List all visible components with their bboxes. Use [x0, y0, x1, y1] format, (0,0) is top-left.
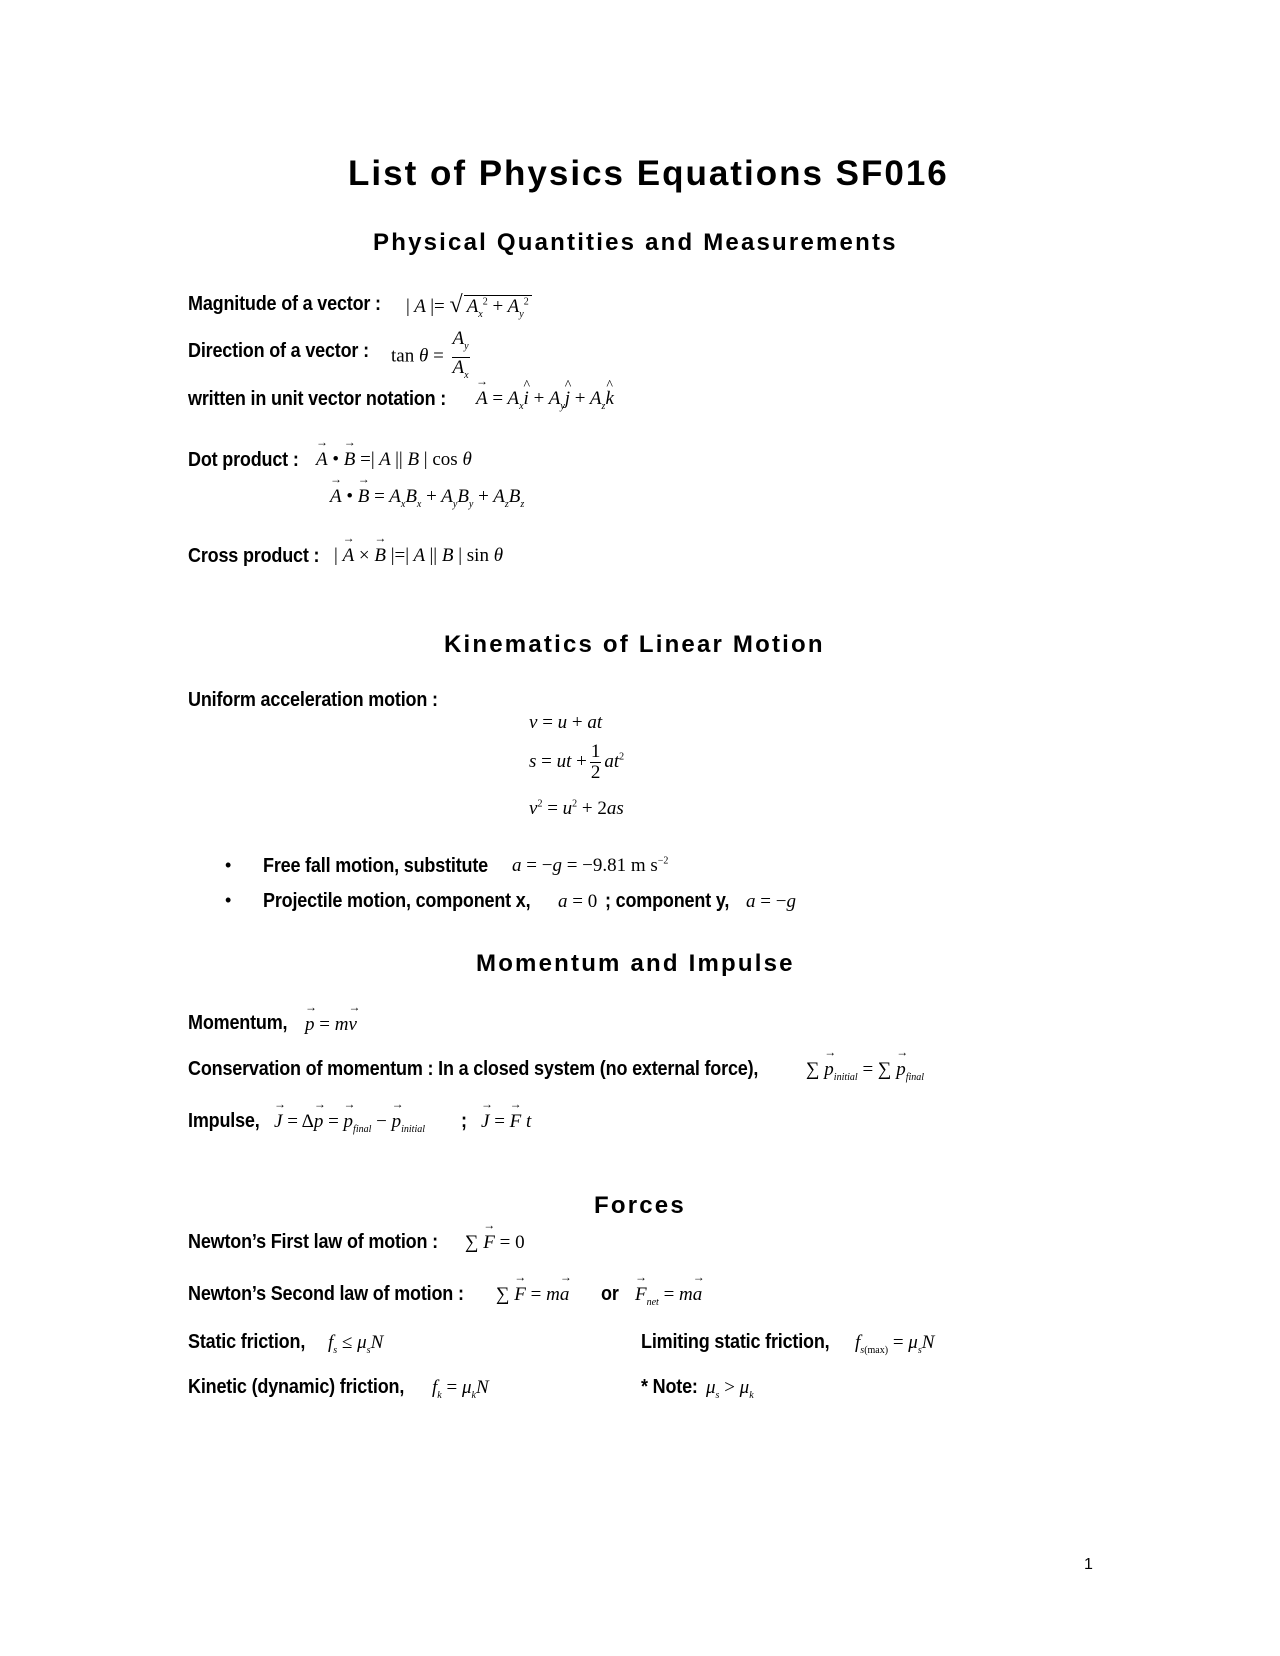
- static-friction-label: Static friction,: [188, 1331, 306, 1353]
- projectile-x-equation: a = 0: [558, 891, 598, 912]
- free-fall-label: Free fall motion, substitute: [263, 855, 488, 877]
- bullet-icon: •: [225, 855, 232, 875]
- section-heading-measurements: Physical Quantities and Measurements: [373, 229, 898, 256]
- or-label: or: [601, 1283, 619, 1305]
- unit-vector-equation: → $A = A_x\^{}$ $i + A_y\^{}$ $j + A_z\^{}$ k: [476, 388, 614, 412]
- section-heading-momentum: Momentum and Impulse: [476, 950, 795, 977]
- page-number: 1: [1084, 1556, 1093, 1573]
- magnitude-equation: | A |= √ $A_x^2 + A_y^2$: [406, 292, 532, 320]
- kinematics-equation-2: s = ut + $\frac{1}{2}$ $at^2$: [529, 741, 625, 783]
- conservation-equation: ∑ → $p_{initial}$ = ∑ → $p_{final}$: [806, 1059, 924, 1083]
- second-law-equation: ∑ → F = m→ a: [496, 1284, 569, 1306]
- conservation-label: Conservation of momentum : In a closed system (no external force),: [188, 1058, 759, 1080]
- first-law-label: Newton’s First law of motion :: [188, 1231, 438, 1253]
- component-y-label: ; component y,: [605, 890, 730, 912]
- direction-equation: tan θ = $\frac{A_y}{A_x}$: [391, 328, 469, 381]
- section-heading-kinematics: Kinematics of Linear Motion: [444, 631, 825, 658]
- cross-product-label: Cross product :: [188, 545, 320, 567]
- free-fall-equation: a = −g = −9.81 m $s^{-2}$: [512, 855, 669, 876]
- second-law-label: Newton’s Second law of motion :: [188, 1283, 464, 1305]
- note-equation: $\mu_s > \mu_k$: [706, 1377, 754, 1401]
- impulse-separator: ;: [461, 1110, 467, 1132]
- impulse-label: Impulse,: [188, 1110, 260, 1132]
- momentum-equation: → p = m→ v: [305, 1014, 357, 1036]
- uniform-acceleration-label: Uniform acceleration motion :: [188, 689, 438, 711]
- page-title: List of Physics Equations SF016: [348, 154, 949, 193]
- kinematics-equation-3: $v^2 = u^2 + 2as$: [529, 798, 624, 819]
- impulse-force-equation: → J = → F t: [481, 1111, 531, 1133]
- impulse-equation: → J = Δ→ p = → $p_{final}$ − → $p_{initial}$: [274, 1111, 425, 1135]
- bullet-icon: •: [225, 890, 232, 910]
- cross-product-equation: | → A × → B |=| A || B | sin θ: [334, 545, 503, 567]
- magnitude-label: Magnitude of a vector :: [188, 293, 381, 315]
- dot-product-equation-1: → A • → B =| A || B | cos θ: [316, 449, 472, 471]
- section-heading-forces: Forces: [594, 1192, 686, 1219]
- kinematics-equation-1: v = u + at: [529, 712, 603, 733]
- kinetic-friction-equation: $f_k = \mu_kN$: [432, 1377, 489, 1401]
- note-label: * Note:: [641, 1376, 698, 1398]
- projectile-y-equation: a = −g: [746, 891, 796, 912]
- first-law-equation: ∑ → F = 0: [465, 1232, 525, 1254]
- dot-product-equation-2: → A • → $B = A_xB_x + A_yB_y + A_zB_z$: [330, 486, 524, 510]
- dot-product-label: Dot product :: [188, 449, 299, 471]
- direction-label: Direction of a vector :: [188, 340, 369, 362]
- unit-vector-label: written in unit vector notation :: [188, 388, 447, 410]
- limiting-friction-label: Limiting static friction,: [641, 1331, 830, 1353]
- limiting-friction-equation: $f_{s(max)} = \mu_sN$: [855, 1332, 935, 1356]
- momentum-label: Momentum,: [188, 1012, 288, 1034]
- static-friction-equation: $f_s \le \mu_sN$: [328, 1332, 384, 1356]
- net-force-equation: → $F_{net} = m\to a$: [635, 1284, 702, 1308]
- projectile-label: Projectile motion, component x,: [263, 890, 531, 912]
- kinetic-friction-label: Kinetic (dynamic) friction,: [188, 1376, 405, 1398]
